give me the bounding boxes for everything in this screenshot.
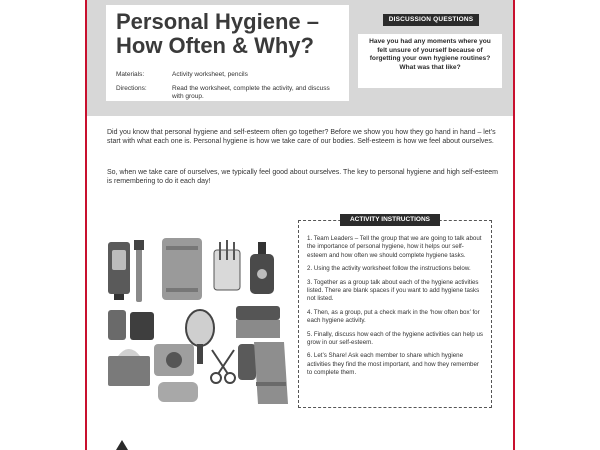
title-card xyxy=(106,5,349,101)
toothbrush-icon xyxy=(134,240,144,302)
title-line-2: How Often & Why? xyxy=(116,33,314,58)
directions-value: Read the worksheet, complete the activity, and discuss with group. xyxy=(172,85,330,100)
discussion-question: Have you had any moments where you felt unsure of yourself because of forgetting your own hygiene routines? What was that like? xyxy=(358,34,502,88)
activity-step: 6. Let’s Share! Ask each member to share which hygiene activities they find the most important, and how they remember to complete them. xyxy=(307,352,479,377)
right-red-rule xyxy=(513,0,515,450)
toilet-paper-icon xyxy=(154,344,194,376)
soap-bottle-icon xyxy=(250,242,274,294)
activity-instructions-box xyxy=(298,220,492,408)
brush-icon xyxy=(236,306,280,338)
activity-instructions-label: ACTIVITY INSTRUCTIONS xyxy=(340,214,440,226)
activity-step: 3. Together as a group talk about each of the hygiene activities listed. There are blank spaces if you want to add hygiene tasks not listed. xyxy=(307,278,480,303)
title-line-1: Personal Hygiene – xyxy=(116,9,319,34)
activity-step: 1. Team Leaders – Tell the group that we are going to talk about the importance of personal hygiene, how it helps our self-esteem and how often we should complete hygiene tasks. xyxy=(307,235,482,259)
toothpaste-icon xyxy=(108,242,130,300)
soap-bar-icon xyxy=(158,382,198,402)
activity-step: 5. Finally, discuss how each of the hygiene activities can help us grow in our self-esteem. xyxy=(307,330,483,347)
discussion-questions-label: DISCUSSION QUESTIONS xyxy=(383,14,479,26)
deodorant-icon xyxy=(238,344,256,380)
directions-label: Directions: xyxy=(116,85,147,92)
page-title xyxy=(116,10,346,58)
materials-row xyxy=(116,71,346,81)
activity-step: 4. Then, as a group, put a check mark in the ‘how often box’ for each hygiene activity. xyxy=(307,308,480,325)
activity-step: 2. Using the activity worksheet follow the instructions below. xyxy=(307,265,471,273)
shaver-icon xyxy=(108,310,154,340)
cotton-swab-jar-icon xyxy=(214,240,240,290)
intro-paragraph-2: So, when we take care of ourselves, we typically feel good about ourselves. The key to personal hygiene and high self-esteem is remembering to do it each day! xyxy=(107,169,498,186)
intro-paragraph-1: Did you know that personal hygiene and self-esteem often go together? Before we show you how they go hand in hand – let’s start with what each one is. Personal hygiene is how we take care of our bodies. Self-esteem is how we feel about ourselves. xyxy=(107,129,496,146)
nail-clipper-icon xyxy=(211,350,235,383)
materials-label: Materials: xyxy=(116,71,145,78)
hand-towel-icon xyxy=(254,342,288,404)
footer-logo-mark xyxy=(116,440,128,450)
tissue-box-icon xyxy=(108,349,150,386)
materials-value: Activity worksheet, pencils xyxy=(172,71,248,78)
hygiene-items-illustration xyxy=(104,232,290,410)
towel-icon xyxy=(162,238,202,300)
directions-row xyxy=(116,85,346,101)
